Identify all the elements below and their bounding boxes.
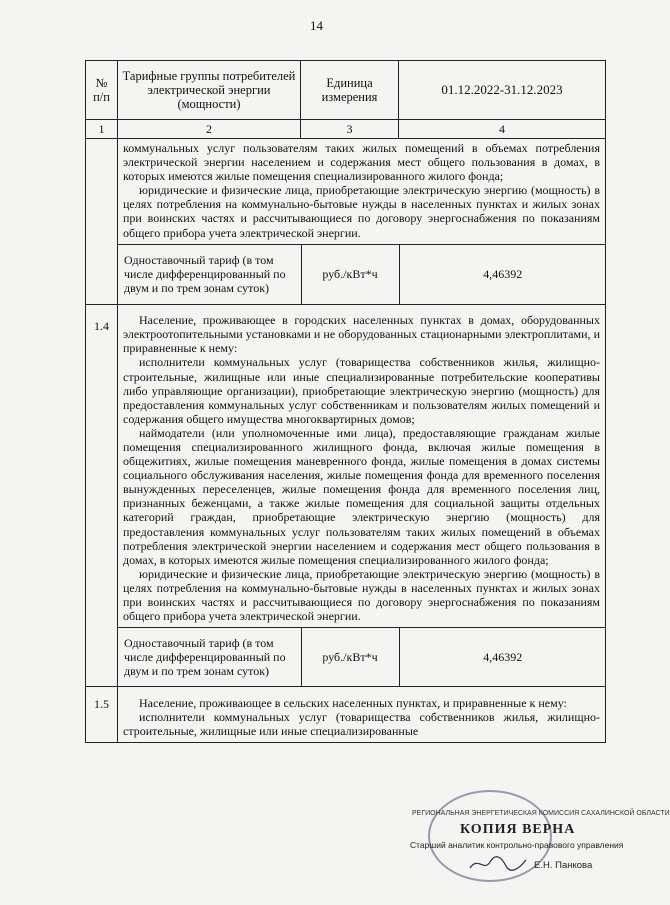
- tariff-table: [85, 60, 606, 743]
- header-tariff-groups: Тарифные группы потребителей электрической энергии (мощности): [118, 61, 301, 120]
- index-cell: 2: [118, 120, 301, 139]
- paragraph: Население, проживающее в городских населенных пунктах в домах, оборудованных электроотопительными установками и не оборудованных стационарными электроплитами, и приравненные к нему:: [123, 313, 600, 356]
- paragraph: исполнители коммунальных услуг (товарищества собственников жилья, жилищно-строительные, жилищные или иные специализированные: [123, 709, 600, 738]
- tariff-unit: руб./кВт*ч: [301, 628, 399, 686]
- tariff-value: 4,46392: [399, 628, 606, 686]
- stamp-organization: РЕГИОНАЛЬНАЯ ЭНЕРГЕТИЧЕСКАЯ КОМИССИЯ САХАЛИНСКОЙ ОБЛАСТИ: [412, 810, 670, 817]
- block-1-5-text: [118, 687, 605, 742]
- block-1-5-content: [118, 686, 606, 742]
- stamp-title: КОПИЯ ВЕРНА: [460, 822, 576, 837]
- tariff-name: Одноставочный тариф (в том числе дифференцированный по двум и по трем зонам суток): [118, 628, 301, 686]
- index-row: [86, 120, 606, 139]
- index-cell: 1: [86, 120, 118, 139]
- signature-icon: [468, 854, 528, 874]
- continued-block-row: [86, 139, 606, 305]
- stamp-position: Старший аналитик контрольно-правового управления: [410, 840, 624, 850]
- block-1-4-row: [86, 305, 606, 687]
- row-number: [86, 139, 118, 305]
- header-period: 01.12.2022-31.12.2023: [399, 61, 606, 120]
- index-cell: 3: [301, 120, 399, 139]
- row-number: 1.5: [86, 686, 118, 742]
- tariff-name: Одноставочный тариф (в том числе дифференцированный по двум и по трем зонам суток): [118, 244, 301, 304]
- tariff-value: 4,46392: [399, 244, 606, 304]
- certification-stamp: [408, 788, 670, 880]
- header-unit: Единица измерения: [301, 61, 399, 120]
- tariff-subtable: [118, 627, 606, 686]
- paragraph: коммунальных услуг пользователям таких жилых помещений в объемах потребления электрической энергии населением и содержания мест общего пользования в домах, в которых имеются жилые помещения специализированного жилого фонда;: [123, 141, 600, 184]
- block-1-4-content: [118, 305, 606, 687]
- index-cell: 4: [399, 120, 606, 139]
- stamp-signatory: Е.Н. Панкова: [534, 860, 593, 871]
- continued-block-content: [118, 139, 606, 305]
- paragraph: юридические и физические лица, приобретающие электрическую энергию (мощность) в целях потребления на коммунально-бытовые нужды в населенных пунктах и жилых зонах при воинских частях и рассчитывающиеся по договору энергоснабжения по показаниям общего прибора учета электрической энергии.: [123, 183, 600, 240]
- tariff-subtable: [118, 244, 606, 305]
- header-row: [86, 61, 606, 120]
- paragraph: юридические и физические лица, приобретающие электрическую энергию (мощность) в целях потребления на коммунально-бытовые нужды в населенных пунктах и жилых зонах при воинских частях и рассчитывающиеся по договору энергоснабжения по показаниям общего прибора учета электрической энергии.: [123, 566, 600, 624]
- block-1-4-text: [118, 305, 605, 627]
- block-1-5-row: [86, 686, 606, 742]
- paragraph: исполнители коммунальных услуг (товарищества собственников жилья, жилищно-строительные, жилищные или иные специализированные потребительские кооперативы либо управляющие организации), приобретающие электрическую энергию (мощность) для предоставления коммунальных услуг собственникам и пользователям жилых помещений и содержания общего имущества многоквартирных домов;: [123, 355, 600, 426]
- row-number: 1.4: [86, 305, 118, 687]
- tariff-unit: руб./кВт*ч: [301, 244, 399, 304]
- page-number: 14: [310, 18, 323, 33]
- paragraph: Население, проживающее в сельских населенных пунктах, и приравненные к нему:: [139, 695, 567, 710]
- paragraph: наймодатели (или уполномоченные ими лица), предоставляющие гражданам жилые помещения специализированного жилищного фонда, включая жилые помещения в общежитиях, жилые помещения маневренного фонда, жилые помещения в домах системы социального обслуживания населения, жилые помещения фонда для временного поселения вынужденных переселенцев, жилые помещения фонда для временного поселения лиц, признанных беженцами, а также жилые помещения для социальной защиты отдельных категорий граждан, приобретающие электрическую энергию (мощность) для предоставления коммунальных услуг пользователям таких жилых помещений в объемах потребления электрической энергии населением и содержания мест общего пользования в домах, в которых имеются жилые помещения специализированного жилого фонда;: [123, 425, 600, 567]
- header-number: № п/п: [86, 61, 118, 120]
- continued-text: [118, 139, 605, 244]
